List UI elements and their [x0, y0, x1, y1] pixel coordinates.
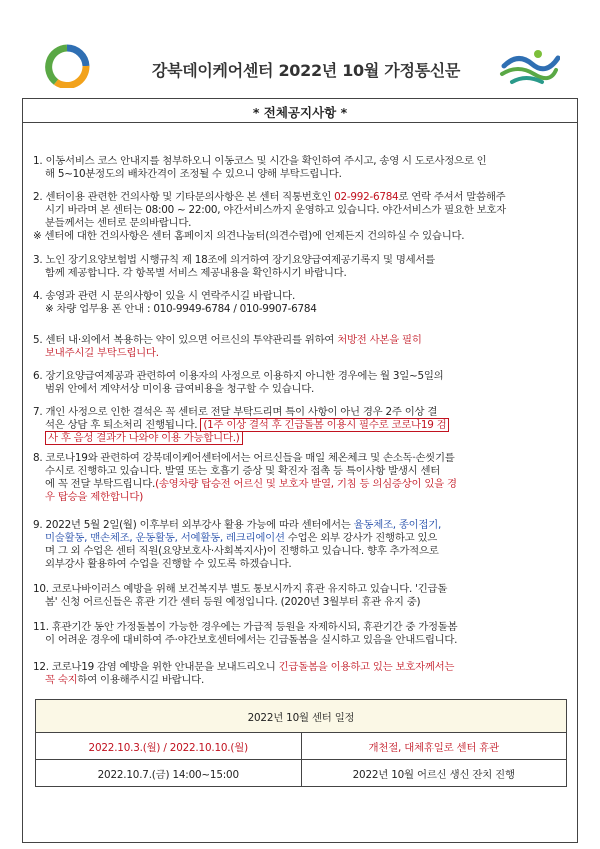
center-logo-icon — [42, 44, 92, 88]
district-logo-icon — [498, 44, 560, 88]
item-text: ※ 차량 업무용 폰 안내 : 010-9949-6784 / 010-9907-6784 — [45, 303, 317, 315]
schedule-date: 2022.10.7.(금) 14:00~15:00 — [36, 760, 302, 787]
notice-item-10 — [33, 583, 565, 609]
emphasis-text: (1주 이상 결석 후 긴급돌봄 이용시 필수로 코로나19 검 — [200, 418, 449, 432]
item-number: 4. — [33, 290, 43, 302]
item-number: 9. — [33, 519, 43, 531]
item-text: 수시로 진행하고 있습니다. 발열 또는 호흡기 증상 및 확진자 접촉 등 특이사항 발생시 센터 — [45, 465, 441, 477]
item-text: 2022년 5월 2일(월) 이후부터 외부강사 활용 가능에 따라 센터에서는 — [45, 519, 354, 531]
schedule-table — [35, 699, 567, 787]
item-text: 하여 이용해주시길 바랍니다. — [77, 674, 205, 686]
notice-item-7 — [33, 406, 565, 445]
item-number: 12. — [33, 661, 49, 673]
item-text: 코로나바이러스 예방을 위해 보건복지부 별도 통보시까지 휴관 유지하고 있습니다. '긴급돌 — [51, 583, 448, 595]
item-text: 코로나19 감염 예방을 위한 안내문을 보내드리오니 — [51, 661, 279, 673]
table-row — [36, 760, 567, 787]
schedule-event: 2022년 10월 어르신 생신 잔치 진행 — [301, 760, 567, 787]
item-number: 5. — [33, 334, 43, 346]
notice-item-12 — [33, 661, 565, 687]
schedule-title: 2022년 10월 센터 일정 — [36, 700, 567, 733]
notice-item-4 — [33, 290, 565, 316]
item-text: 송영과 관련 시 문의사항이 있을 시 연락주시길 바랍니다. — [45, 290, 296, 302]
notice-item-1 — [33, 155, 565, 181]
item-number: 8. — [33, 452, 43, 464]
item-text: 로 연락 주셔서 말씀해주 — [398, 191, 506, 203]
notice-item-11 — [33, 621, 565, 647]
item-text: 에 꼭 전달 부탁드립니다. — [45, 478, 156, 490]
notice-item-3 — [33, 254, 565, 280]
item-text: 외부강사 활용하여 수업을 진행할 수 있도록 하겠습니다. — [45, 558, 292, 570]
notice-frame — [22, 98, 578, 843]
notice-item-2 — [33, 191, 565, 243]
emphasis-text: 긴급돌봄을 이용하고 있는 보호자께서는 — [278, 661, 455, 673]
item-text: 봄' 신청 어르신들은 휴관 기간 센터 등원 예정입니다. (2020년 3월부터 휴관 유지 중) — [45, 596, 421, 608]
item-number: 1. — [33, 155, 43, 167]
item-text: 개인 사정으로 인한 결석은 꼭 센터로 전달 부탁드리며 특이 사항이 아닌 경우 2주 이상 결 — [45, 406, 438, 418]
notice-title: * 전체공지사항 * — [252, 105, 348, 120]
schedule-date: 2022.10.3.(월) / 2022.10.10.(월) — [36, 733, 302, 760]
item-text: 시기 바라며 본 센터는 08:00 ~ 22:00, 야간서비스까지 운영하고 있습니다. 야간서비스가 필요한 보호자 — [45, 204, 506, 216]
notice-item-6 — [33, 370, 565, 396]
item-text: 함께 제공합니다. 각 항목별 서비스 제공내용을 확인하시기 바랍니다. — [45, 267, 347, 279]
item-text: 며 그 외 수업은 센터 직원(요양보호사·사회복지사)이 진행하고 있습니다. 향후 추가적으로 — [45, 545, 439, 557]
item-number: 2. — [33, 191, 43, 203]
item-number: 11. — [33, 621, 49, 633]
emphasis-text: 사 후 음성 결과가 나와야 이용 가능합니다.) — [45, 431, 243, 445]
table-row — [36, 733, 567, 760]
page-title: 강북데이케어센터 2022년 10월 가정통신문 — [151, 61, 461, 80]
item-text: 해 5~10분정도의 배차간격이 조정될 수 있으니 양해 부탁드립니다. — [45, 168, 342, 180]
item-text: 분들께서는 센터로 문의바랍니다. — [45, 217, 192, 229]
header — [0, 0, 600, 100]
item-number: 10. — [33, 583, 49, 595]
emphasis-text: (송영차량 탑승전 어르신 및 보호자 발열, 기침 등 의심증상이 있을 경 — [155, 478, 457, 490]
phone-number: 02-992-6784 — [334, 191, 399, 203]
notice-item-8 — [33, 452, 565, 504]
divider — [22, 122, 578, 123]
emphasis-text: 처방전 사본을 필히 — [337, 334, 422, 346]
item-text: 노인 장기요양보험법 시행규칙 제 18조에 의거하여 장기요양급여제공기록지 및 명세서를 — [45, 254, 435, 266]
notice-item-5 — [33, 334, 565, 360]
item-text: 수업은 외부 강사가 진행하고 있으 — [284, 532, 438, 544]
item-number: 7. — [33, 406, 43, 418]
item-text: 범위 안에서 계약서상 미이용 급여비용을 청구할 수 있습니다. — [45, 383, 315, 395]
activity-list: 미술활동, 맨손체조, 운동활동, 서예활동, 레크리에이션 — [45, 532, 285, 544]
activity-list: 율동체조, 종이접기, — [353, 519, 442, 531]
emphasis-text: 보내주시길 부탁드립니다. — [45, 347, 159, 359]
item-text: 코로나19와 관련하여 강북데이케어센터에서는 어르신들을 매일 체온체크 및 손소독·손씻기를 — [45, 452, 455, 464]
schedule-event: 개천절, 대체휴일로 센터 휴관 — [301, 733, 567, 760]
item-number: 6. — [33, 370, 43, 382]
item-note: ※ 센터에 대한 건의사항은 센터 홈페이지 의견나눔터(의견수렴)에 언제든지 건의하실 수 있습니다. — [33, 230, 465, 242]
item-text: 센터 내·외에서 복용하는 약이 있으면 어르신의 투약관리를 위하여 — [45, 334, 338, 346]
item-text: 이 어려운 경우에 대비하여 주·야간보호센터에서는 긴급돌봄을 실시하고 있음을 안내드립니다. — [45, 634, 458, 646]
item-text: 센터이용 관련한 건의사항 및 기타문의사항은 본 센터 직통번호인 — [45, 191, 335, 203]
notice-item-9 — [33, 519, 565, 571]
item-text: 이동서비스 코스 안내지를 첨부하오니 이동코스 및 시간을 확인하여 주시고, 송영 시 도로사정으로 인 — [45, 155, 487, 167]
emphasis-text: 꼭 숙지 — [45, 674, 78, 686]
emphasis-text: 우 탑승을 제한합니다) — [45, 491, 143, 503]
item-text: 장기요양급여제공과 관련하여 이용자의 사정으로 이용하지 아니한 경우에는 월 3일~5일의 — [45, 370, 444, 382]
item-number: 3. — [33, 254, 43, 266]
item-text: 석은 상담 후 퇴소처리 진행됩니다. — [45, 419, 201, 431]
item-text: 휴관기간 동안 가정돌봄이 가능한 경우에는 가급적 등원을 자제하시되, 휴관기간 중 가정돌봄 — [51, 621, 458, 633]
